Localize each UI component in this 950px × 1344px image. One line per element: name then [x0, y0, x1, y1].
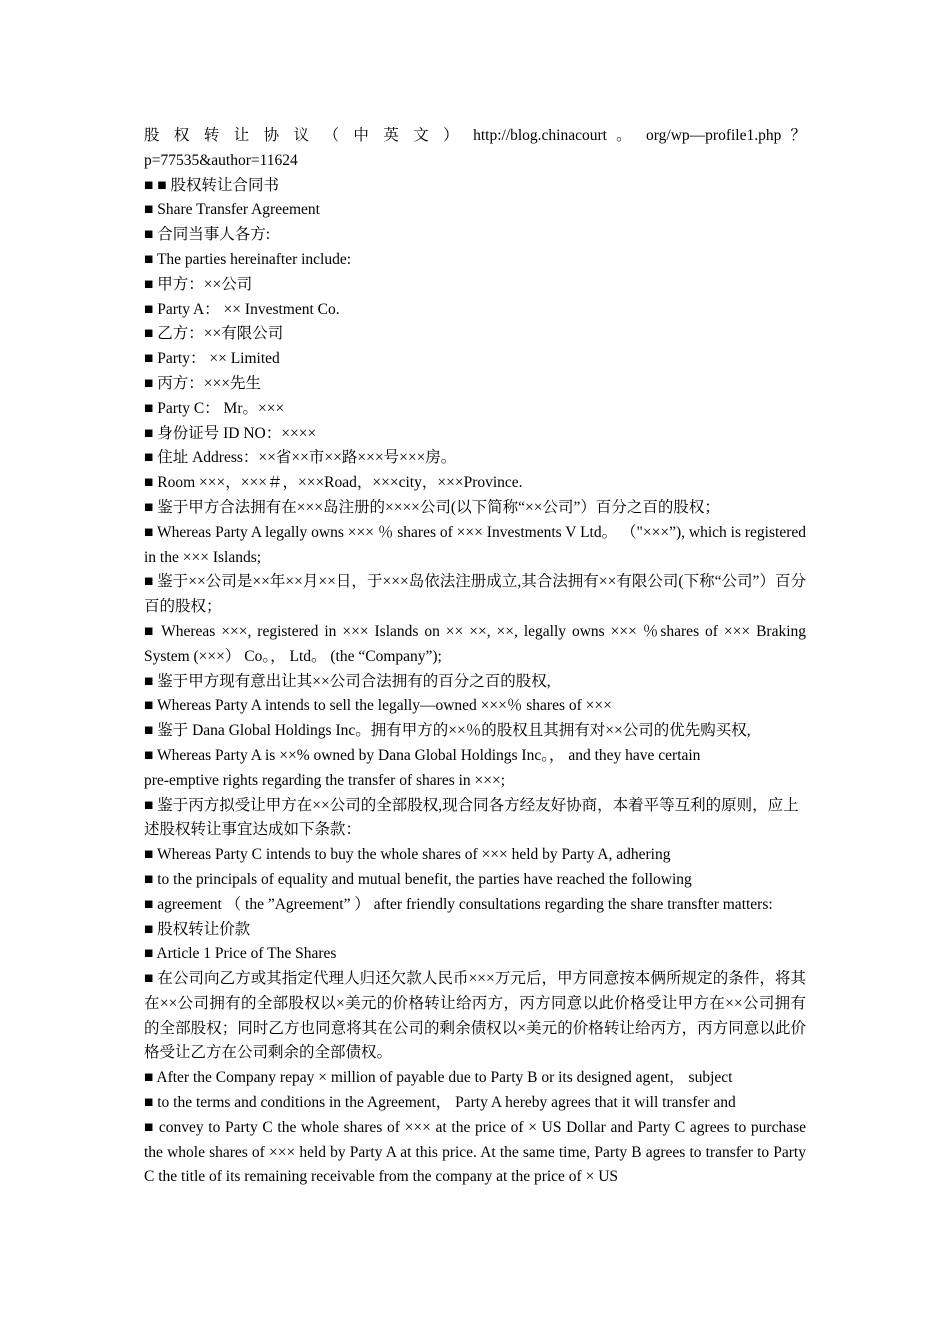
whereas-4-en: ■ Whereas Party A is ××% owned by Dana Global Holdings Inc。， and they have certain — [144, 746, 701, 764]
address-en: ■ Room ×××，×××＃，×××Road，×××city，×××Province. — [144, 474, 523, 492]
parties-heading-en: ■ The parties hereinafter include: — [144, 250, 352, 268]
whereas-2-en: ■ Whereas ×××, registered in ××× Islands on ×× ××, ××, legally owns ××× ％shares of ××× Braking System (×××） Co。， Ltd。 (the “Company”); — [144, 622, 806, 665]
party-a-en: ■ Party A： ×× Investment Co. — [144, 300, 340, 318]
whereas-4-cn: ■ 鉴于 Dana Global Holdings Inc。拥有甲方的××％的股权且其拥有对××公司的优先购买权, — [144, 722, 751, 740]
party-c-en: ■ Party C： Mr。××× — [144, 399, 285, 417]
address-cn: ■ 住址 Address：××省××市××路×××号×××房。 — [144, 449, 457, 467]
party-a-cn: ■ 甲方：××公司 — [144, 275, 253, 293]
doc-title-cn: ■ ■ 股权转让合同书 — [144, 176, 279, 194]
party-b-cn: ■ 乙方：××有限公司 — [144, 325, 284, 343]
article-1-body-en-line-3: ■ convey to Party C the whole shares of ××× at the price of × US Dollar and Party C agrees to purchase the whole shares of ××× held by Party A at this price. At the same time, Party B agrees to transfer to Party C the title of its remaining receivable from the company at the price of × US — [144, 1118, 806, 1186]
party-b-en: ■ Party： ×× Limited — [144, 350, 280, 368]
party-c-cn: ■ 丙方：×××先生 — [144, 374, 261, 392]
whereas-5-cn: ■ 鉴于丙方拟受让甲方在××公司的全部股权,现合同各方经友好协商，本着平等互利的原则，应上述股权转让事宜达成如下条款： — [144, 796, 799, 839]
whereas-5-en-line-1: ■ Whereas Party C intends to buy the whole shares of ××× held by Party A, adhering — [144, 846, 671, 864]
document-header-line-2: p=77535&author=11624 — [144, 151, 298, 169]
article-1-body-cn: ■ 在公司向乙方或其指定代理人归还欠款人民币×××万元后，甲方同意按本俩所规定的条件，将其在××公司拥有的全部股权以×美元的价格转让给丙方，丙方同意以此价格受让甲方在××公司拥有的全部股权；同时乙方也同意将其在公司的剩余债权以×美元的价格转让给丙方，丙方同意以此价格受让乙方在公司剩余的全部债权。 — [144, 970, 806, 1062]
whereas-1-en: ■ Whereas Party A legally owns ××× ％ shares of ××× Investments V Ltd。 （"×××”), which is registered in the ××× Islands; — [144, 523, 806, 566]
id-number: ■ 身份证号 ID NO：×××× — [144, 424, 317, 442]
whereas-5-en-line-2: ■ to the principals of equality and mutual benefit, the parties have reached the following — [144, 870, 692, 888]
article-1-heading-cn: ■ 股权转让价款 — [144, 920, 251, 938]
article-1-body-en-line-2: ■ to the terms and conditions in the Agreement， Party A hereby agrees that it will transfer and — [144, 1094, 736, 1112]
article-1-body-en-line-1: ■ After the Company repay × million of payable due to Party B or its designed agent， subject — [144, 1069, 733, 1087]
document-header-line-1: 股 权 转 让 协 议 （ 中 英 文 ） http://blog.chinacourt 。 org/wp—profile1.php ？ — [144, 127, 806, 144]
whereas-1-cn: ■ 鉴于甲方合法拥有在×××岛注册的××××公司(以下简称“××公司”）百分之百的股权； — [144, 498, 720, 516]
article-1-heading-en: ■ Article 1 Price of The Shares — [144, 945, 337, 963]
whereas-3-en: ■ Whereas Party A intends to sell the legally—owned ×××％ shares of ××× — [144, 697, 612, 715]
whereas-5-en-line-3: ■ agreement （ the ”Agreement” ） after friendly consultations regarding the share transfter matters: — [144, 895, 773, 913]
whereas-4-en-cont: pre-emptive rights regarding the transfer of shares in ×××; — [144, 771, 506, 789]
doc-title-en: ■ Share Transfer Agreement — [144, 201, 320, 219]
whereas-2-cn: ■ 鉴于××公司是××年××月××日，于×××岛依法注册成立,其合法拥有××有限公司(下称“公司”）百分百的股权； — [144, 573, 806, 616]
document-page — [144, 124, 806, 1190]
parties-heading-cn: ■ 合同当事人各方: — [144, 226, 271, 244]
whereas-3-cn: ■ 鉴于甲方现有意出让其××公司合法拥有的百分之百的股权, — [144, 672, 551, 690]
